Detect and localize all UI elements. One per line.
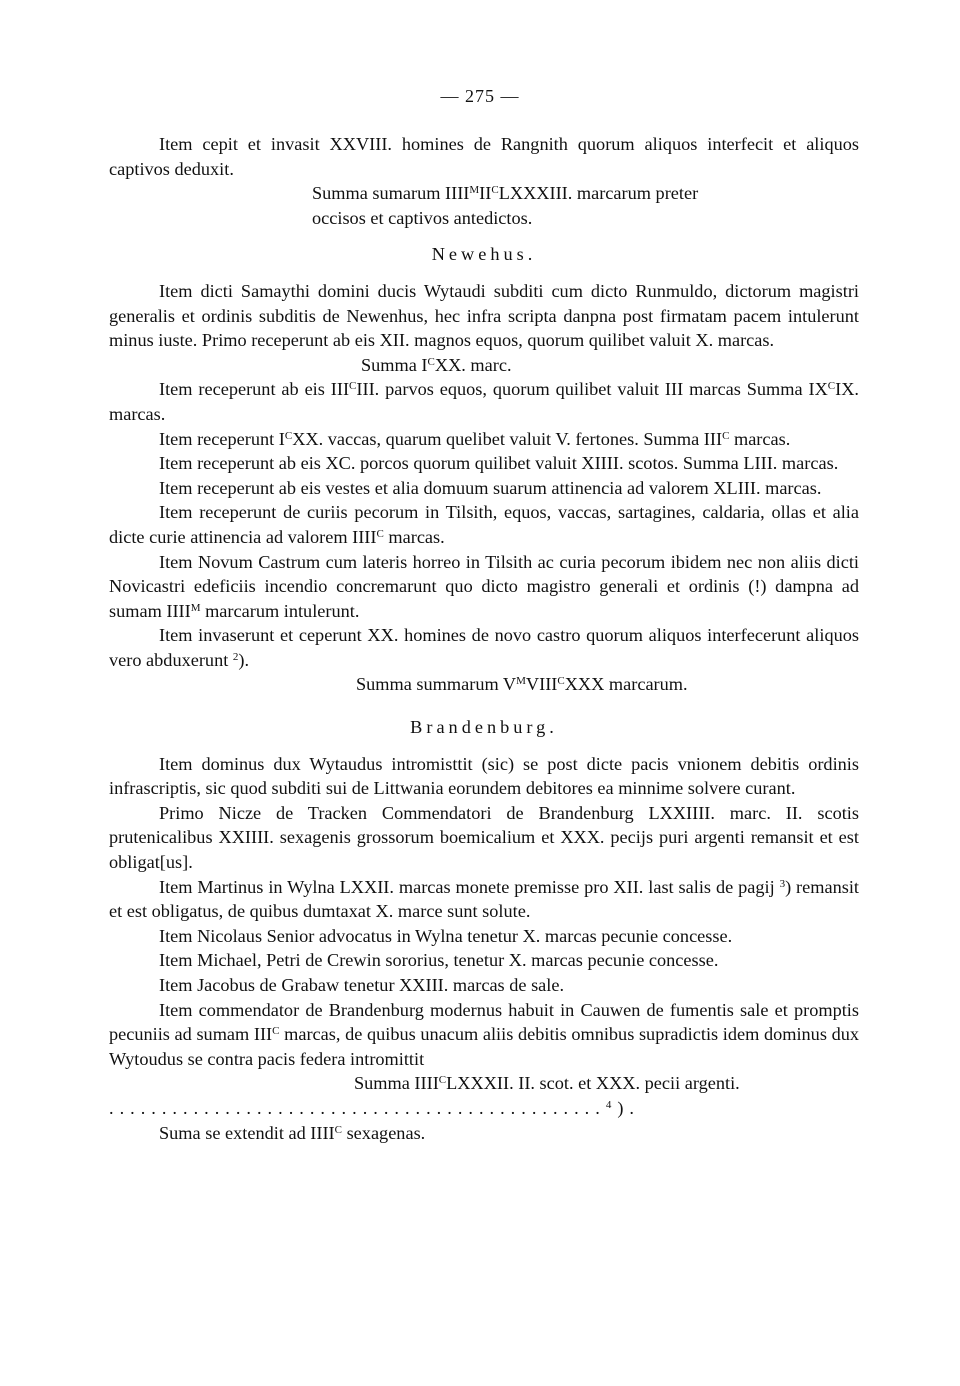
paragraph: Item Jacobus de Grabaw tenetur XXIII. marcas de sale.: [159, 975, 565, 995]
paragraph: Primo Nicze de Tracken Commendatori de Brandenburg LXXIIII. marc. II. scotis prutenicalibus XXIIII. sexagenis grossorum boemicalium et XXX. pecijs puri argenti remansit et est obligat[us].: [109, 802, 859, 873]
intro-section: [109, 132, 859, 230]
paragraph: Item receperunt de curiis pecorum in Tilsith, equos, vaccas, sartagines, caldaria, ollas et alia dicte curie attinencia ad valorem $IIII^C$ marcas.: [109, 502, 859, 547]
paragraph: Item receperunt ab eis vestes et alia domuum suarum attinencia ad valorem XLIII. marcas.: [159, 477, 822, 498]
paragraph: Item receperunt ab eis $III^CIII$. parvos equos, quorum quilibet valuit III marcas Summa $IX^CIX$. marcas.: [109, 379, 859, 424]
omission-dots: ...............................................$^4$).: [109, 1097, 640, 1118]
paragraph: Item invaserunt et ceperunt XX. homines de novo castro quorum aliquos interfecerunt aliquos vero abduxerunt $^2$).: [109, 625, 859, 670]
paragraph: Item Novum Castrum cum lateris horreo in Tilsith ac curia pecorum ibidem nec non aliis dicti Novicastri edeficiis incendio concremarunt quo dicto magistro generali et ordinis (!) dampna ad sumam $IIII^M$ marcarum intulerunt.: [109, 551, 859, 621]
section-heading: Newehus.: [431, 244, 537, 265]
paragraph: Suma se extendit ad $IIII^C$ sexagenas.: [159, 1122, 426, 1143]
summa-line: Summa sumarum $IIII^MII^CLXXXIII$. marcarum preter: [312, 183, 699, 204]
summa-line-continued: occisos et captivos antedictos.: [312, 207, 533, 228]
paragraph: Item commendator de Brandenburg modernus habuit in Cauwen de fumentis sale et promptis pecuniis ad sumam $III^C$ marcas, de quibus unacum aliis debitis omnibus supradictis idem dominus dux Wytoudus se contra pacis federa intromittit: [109, 999, 859, 1069]
summa-line: Summa summarum $V^MVIII^CXXX$ marcarum.: [356, 674, 688, 695]
summa-line: Summa $IIII^CLXXXII$. II. scot. et XXX. pecii argenti.: [354, 1073, 740, 1094]
paragraph: Item cepit et invasit XXVIII. homines de Rangnith quorum aliquos interfecit et aliquos captivos deduxit.: [109, 134, 859, 179]
paragraph: Item Martinus in Wylna LXXII. marcas monete premisse pro XII. last salis de pagij $^3$) remansit et est obligatus, de quibus dumtaxat X. marce sunt solute.: [109, 876, 860, 922]
brandenburg-section: [109, 715, 859, 1145]
page-body: [109, 132, 859, 1145]
page-number: — 275 —: [440, 86, 520, 106]
paragraph: Item Nicolaus Senior advocatus in Wylna tenetur X. marcas pecunie concesse.: [159, 925, 733, 946]
paragraph: Item receperunt ab eis XC. porcos quorum quilibet valuit XIIII. scotos. Summa LIII. marcas.: [159, 453, 839, 474]
paragraph: Item dominus dux Wytaudus intromisttit (sic) se post dicte pacis vnionem debitis ordinis infrascriptis, sic quod subditi sui de Littwania eorundem debitores ea minnime solvere curant.: [109, 753, 859, 799]
summa-line: Summa $I^CXX$. marc.: [361, 354, 512, 375]
paragraph: Item Michael, Petri de Crewin sororius, tenetur X. marcas pecunie concesse.: [159, 950, 719, 971]
paragraph: Item receperunt $I^CXX$. vaccas, quarum quelibet valuit V. fertones. Summa $III^C$ marcas.: [159, 428, 791, 449]
section-heading: Brandenburg.: [410, 717, 558, 738]
newehus-section: [109, 242, 859, 697]
paragraph: Item dicti Samaythi domini ducis Wytaudi subditi cum dicto Runmuldo, dictorum magistri generalis et ordinis subditis de Newenhus, hec infra scripta danpna post firmatam pacem intulerunt minus iuste. Primo receperunt ab eis XII. magnos equos, quorum quilibet valuit X. marcas.: [109, 280, 859, 351]
